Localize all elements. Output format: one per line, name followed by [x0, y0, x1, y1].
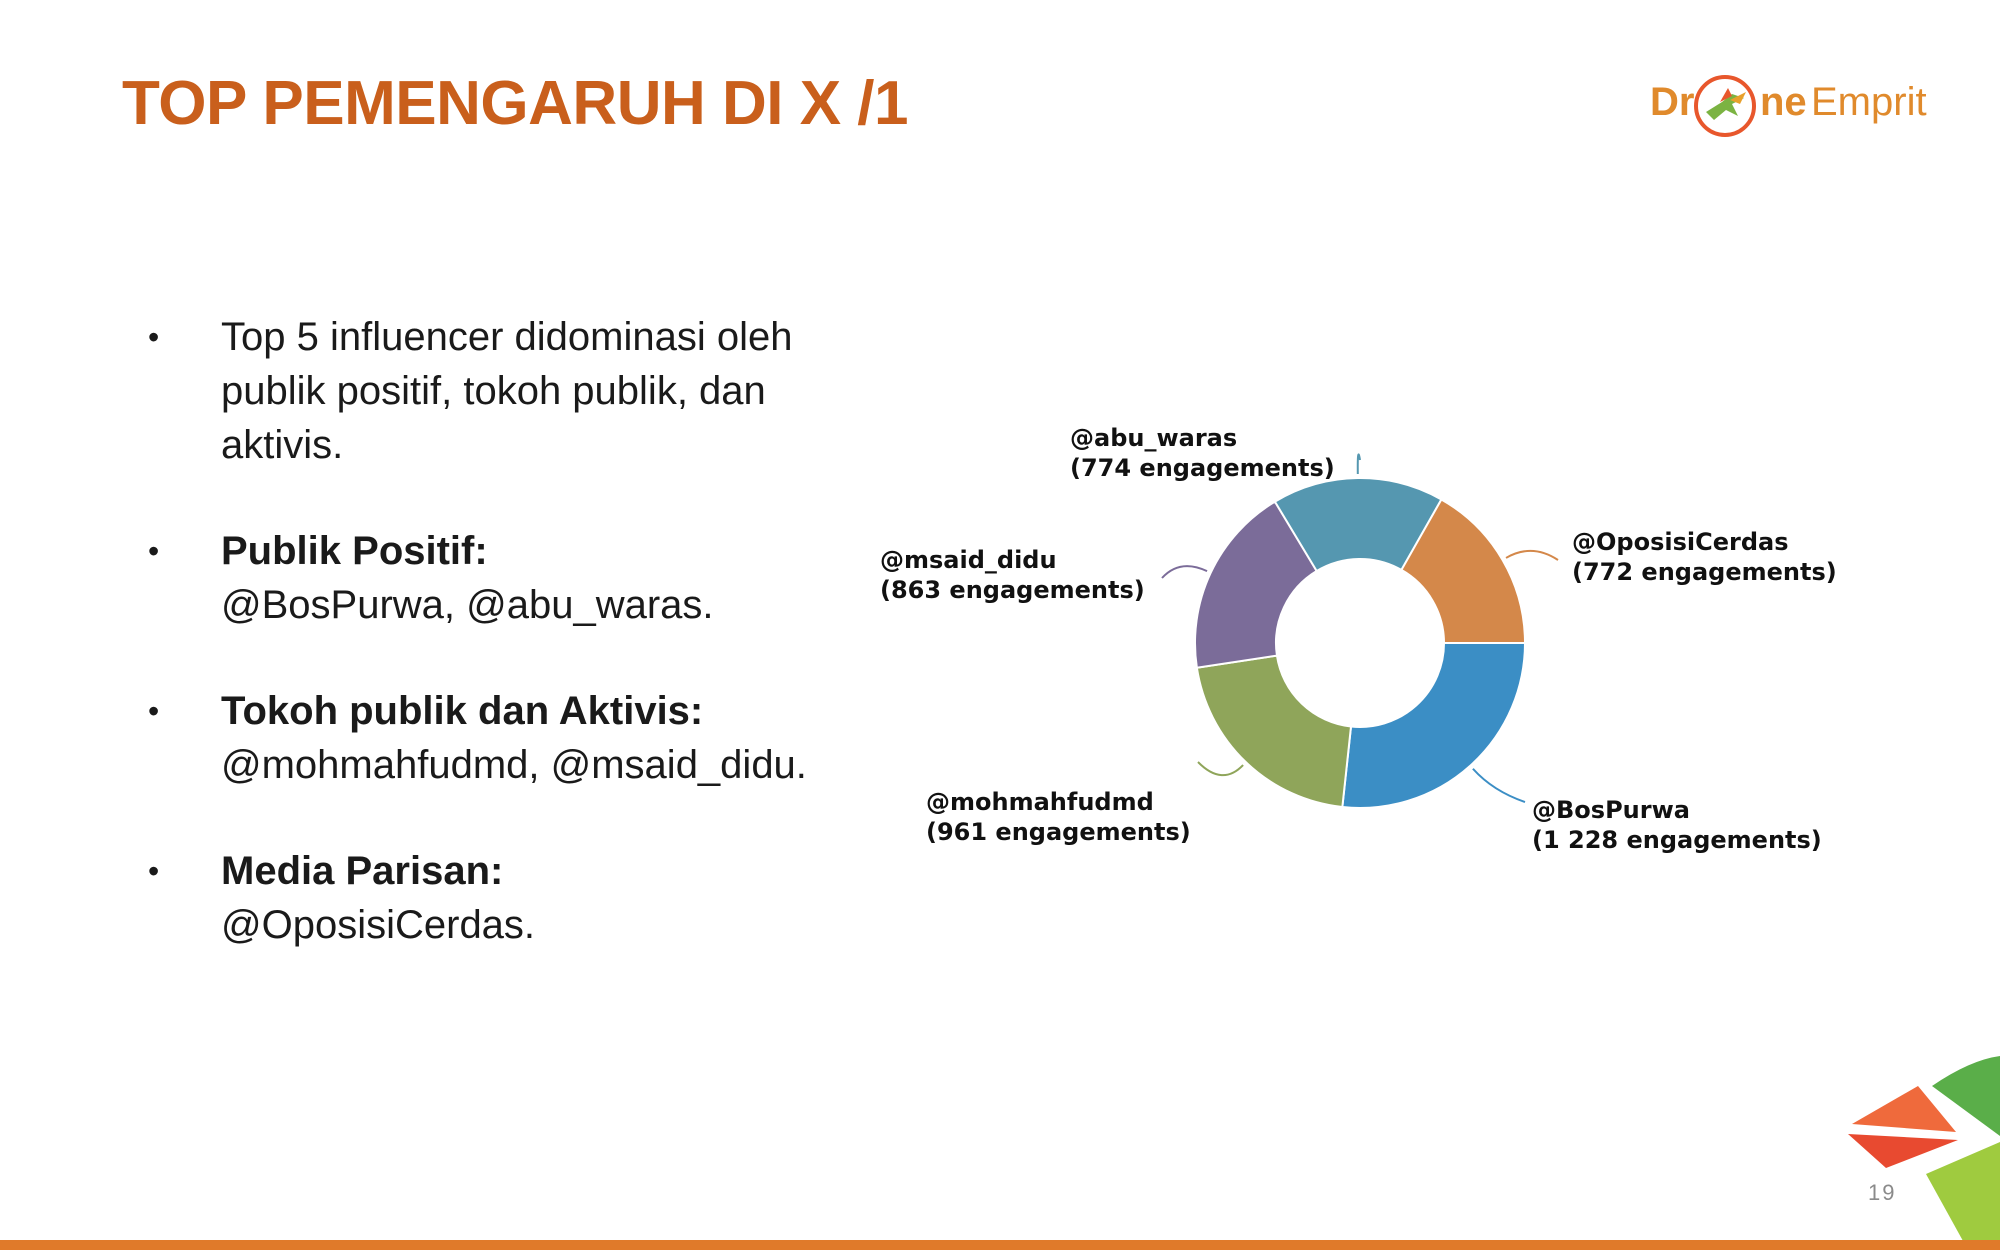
bullet-text: @mohmahfudmd, @msaid_didu. [221, 743, 807, 787]
corner-decoration [1840, 1050, 2000, 1250]
bullet-heading: Tokoh publik dan Aktivis: [221, 689, 704, 733]
slice-name-label: @msaid_didu [880, 546, 1057, 574]
page-number: 19 [1868, 1180, 1897, 1205]
bullet-text: @BosPurwa, @abu_waras. [221, 583, 714, 627]
slice-value-label: (774 engagements) [1070, 454, 1335, 482]
bullet-text: @OposisiCerdas. [221, 903, 536, 947]
drone-logo-icon [1692, 72, 1758, 140]
slice-value-label: (772 engagements) [1572, 558, 1837, 586]
bullet-item [148, 524, 808, 632]
leader-line [1473, 769, 1525, 802]
slice-name-label: @mohmahfudmd [926, 788, 1154, 816]
slice-value-label: (1 228 engagements) [1532, 826, 1822, 854]
donut-chart [860, 400, 1880, 880]
donut-slice [1342, 643, 1525, 808]
donut-slice [1197, 656, 1351, 807]
leader-line [1358, 454, 1360, 474]
bullet-dot: • [148, 533, 160, 569]
logo-text-dr: Dr [1650, 80, 1695, 124]
leader-line [1506, 551, 1558, 560]
footer-accent-bar [0, 1240, 2000, 1250]
bullet-heading: Publik Positif: [221, 529, 488, 573]
bullet-item [148, 684, 808, 792]
drone-emprit-logo [1648, 70, 1927, 142]
leader-line [1162, 566, 1207, 578]
logo-text-emprit: Emprit [1811, 80, 1927, 124]
slice-name-label: @abu_waras [1070, 424, 1238, 452]
slide-title: TOP PEMENGARUH DI X /1 [122, 69, 908, 138]
bullet-dot: • [148, 319, 160, 355]
bullet-heading: Media Parisan: [221, 849, 504, 893]
slice-name-label: @BosPurwa [1532, 796, 1690, 824]
bullet-item [148, 844, 808, 952]
slice-value-label: (863 engagements) [880, 576, 1145, 604]
bullet-dot: • [148, 853, 160, 889]
leader-line [1198, 762, 1243, 775]
bullet-text: Top 5 influencer didominasi oleh publik positif, tokoh publik, dan aktivis. [221, 315, 793, 467]
bullet-list [148, 310, 808, 952]
logo-text-ne: ne [1760, 80, 1807, 124]
bullet-dot: • [148, 693, 160, 729]
bullet-item [148, 310, 808, 472]
slice-value-label: (961 engagements) [926, 818, 1191, 846]
slice-name-label: @OposisiCerdas [1572, 528, 1789, 556]
